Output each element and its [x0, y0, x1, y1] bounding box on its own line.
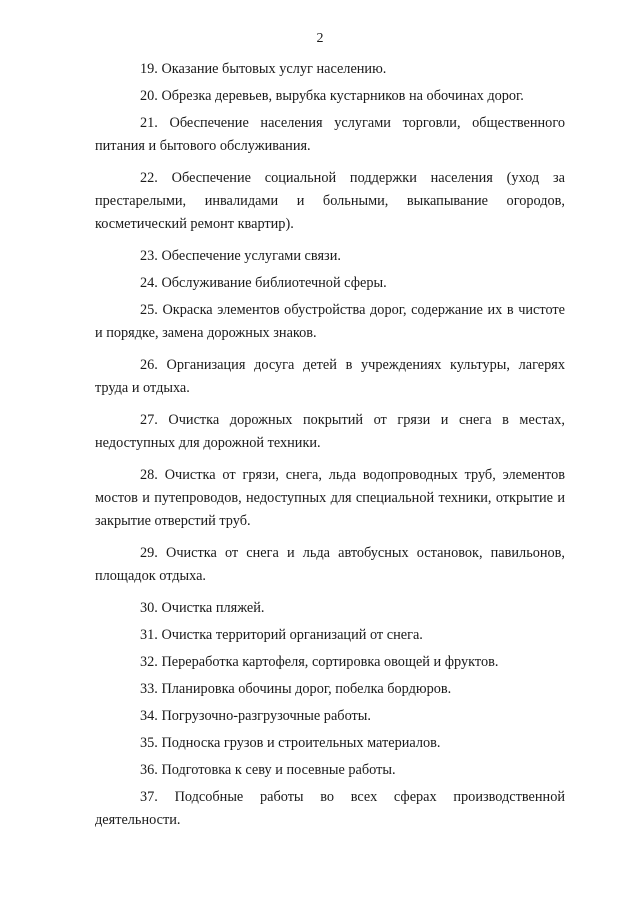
list-item: 27. Очистка дорожных покрытий от грязи и снега в местах, недоступных для дорожной техники. [95, 412, 565, 451]
list-item: 37. Подсобные работы во всех сферах производственной деятельности. [95, 789, 565, 828]
list-item: 20. Обрезка деревьев, вырубка кустарников на обочинах дорог. [140, 88, 524, 104]
list-item: 21. Обеспечение населения услугами торговли, общественного питания и бытового обслуживания. [95, 115, 565, 154]
list-item: 36. Подготовка к севу и посевные работы. [140, 762, 396, 778]
list-item: 25. Окраска элементов обустройства дорог, содержание их в чистоте и порядке, замена дорожных знаков. [95, 302, 565, 341]
list-item: 34. Погрузочно-разгрузочные работы. [140, 708, 371, 724]
list-item: 32. Переработка картофеля, сортировка овощей и фруктов. [140, 654, 499, 670]
page-number: 2 [316, 31, 324, 46]
list-item: 31. Очистка территорий организаций от снега. [140, 627, 423, 643]
list-item: 23. Обеспечение услугами связи. [140, 248, 341, 264]
list-item: 35. Подноска грузов и строительных материалов. [140, 735, 441, 751]
list-item: 33. Планировка обочины дорог, побелка бордюров. [140, 681, 452, 697]
list-item: 26. Организация досуга детей в учреждениях культуры, лагерях труда и отдыха. [95, 357, 565, 396]
list-item: 24. Обслуживание библиотечной сферы. [140, 275, 387, 291]
list-item: 22. Обеспечение социальной поддержки населения (уход за престарелыми, инвалидами и больными, выкапывание огородов, косметический ремонт квартир). [95, 170, 565, 232]
list-item: 29. Очистка от снега и льда автобусных остановок, павильонов, площадок отдыха. [95, 545, 565, 584]
list-item: 30. Очистка пляжей. [140, 600, 265, 616]
list-item: 19. Оказание бытовых услуг населению. [140, 61, 387, 77]
list-item: 28. Очистка от грязи, снега, льда водопроводных труб, элементов мостов и путепроводов, недоступных для специальной техники, открытие и закрытие отверстий труб. [95, 467, 565, 529]
document-body [95, 58, 565, 836]
